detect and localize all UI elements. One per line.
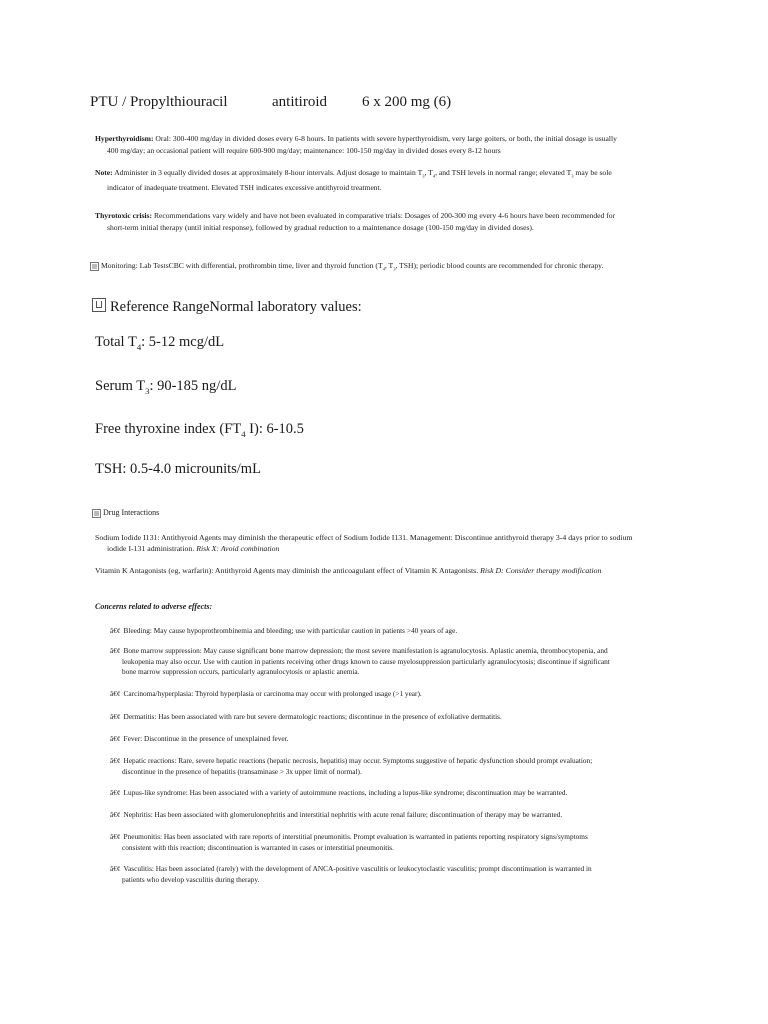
lab-value-free-thyroxine-index: Free thyroxine index ($FT_4$ I): 6-10.5 [95,421,304,439]
bullet-mark: â€¢ [110,734,121,743]
interaction-risk: Risk D: Consider therapy modification [480,566,602,575]
dosing-label: Hyperthyroidism: [95,134,154,143]
concern-item [110,712,680,723]
dosing-text: Recommendations vary widely and have not been evaluated in comparative trials: Dosages of 200-300 mg every 4-6 hours have been recommended for [153,211,616,220]
lab-value-serum-t3: Serum $T_3$: 90-185 ng/dL [95,378,237,396]
drug-dose: 6 x 200 mg (6) [362,94,452,110]
concern-text: Dermatitis: Has been associated with rare but severe dermatologic reactions; discontinue in the presence of exfoliative dermatitis. [123,712,502,721]
bullet-mark: â€¢ [110,810,121,819]
bullet-mark: â€¢ [110,689,121,698]
concern-item [110,626,680,637]
lab-value-tsh: TSH: 0.5-4.0 microunits/mL [95,461,261,477]
concern-item [110,646,680,678]
drug-interactions-heading [92,508,159,518]
bullet-mark: â€¢ [110,864,121,873]
bullet-mark: â€¢ [110,712,121,721]
drug-name: PTU / Propylthiouracil [90,94,228,110]
concern-text-cont: bone marrow suppression occurs, particularly agranulocytosis or aplastic anemia. [122,667,360,676]
dosing-text-cont: 400 mg/day; an occasional patient will require 600-900 mg/day; maintenance: 100-150 mg/day in divided doses every 8-12 hours [107,145,501,155]
dosing-label: Thyrotoxic crisis: [95,211,153,220]
concern-text: Bleeding: May cause hypoprothrombinemia and bleeding; use with particular caution in patients >40 years of age. [123,626,458,635]
concern-item [110,689,680,700]
concern-text: Nephritis: Has been associated with glomerulonephritis and interstitial nephritis with acute renal failure; discontinuation of therapy may be warranted. [123,810,563,819]
broken-image-icon [92,509,101,518]
dosing-thyrotoxic-crisis [95,210,675,233]
dosing-note [95,167,675,194]
dosing-label: Note: [95,168,113,177]
concern-text-cont: discontinue in the presence of hepatitis (transaminase > 3x upper limit of normal). [122,766,362,776]
concern-item [110,788,680,799]
concern-item [110,864,680,885]
interaction-sodium-iodide [95,532,675,554]
concern-item [110,756,680,777]
concern-text-cont: leukopenia may also occur. Use with caution in patients receiving other drugs known to cause myelosuppression particularly agranulocytosis; discontinue if significant [122,656,610,666]
bullet-mark: â€¢ [110,646,121,655]
dosing-text-cont: short-term initial therapy (until initial response), followed by gradual reduction to a maintenance dosage (100-150 mg/day in divided doses). [107,222,534,232]
lab-flask-icon [92,298,106,312]
concern-text-cont: patients who develop vasculitis during therapy. [122,874,260,884]
interaction-text-cont [95,543,675,554]
bullet-mark: â€¢ [110,756,121,765]
interaction-risk: Risk X: Avoid combination [196,544,280,553]
concern-text: Hepatic reactions: Rare, severe hepatic reactions (hepatic necrosis, hepatitis) may occur. Symptoms suggestive of hepatic dysfunction should prompt evaluation; [123,756,593,765]
concern-text: Pneumonitis: Has been associated with rare reports of interstitial pneumonitis. Prompt evaluation is warranted in patients reporting respiratory signs/symptoms [123,832,588,841]
concern-item [110,734,680,745]
drug-interactions-title: Drug Interactions [103,508,160,517]
reference-range-title: Reference RangeNormal laboratory values: [110,299,362,315]
concern-item [110,810,680,821]
broken-image-icon [90,262,99,271]
interaction-text: Vitamin K Antagonists (eg, warfarin): Antithyroid Agents may diminish the anticoagulant effect of Vitamin K Antagonists. [95,566,479,575]
monitoring-text: Monitoring: Lab TestsCBC with differential, prothrombin time, liver and thyroid function ($T_4$, $T_3$, TSH); periodic blood counts are recommended for chronic therapy. [101,261,604,272]
bullet-mark: â€¢ [110,788,121,797]
interaction-vitamin-k [95,565,675,576]
concern-text: Carcinoma/hyperplasia: Thyroid hyperplasia or carcinoma may occur with prolonged usage (>1 year). [123,689,422,698]
concern-text: Bone marrow suppression: May cause significant bone marrow depression; the most severe manifestation is agranulocytosis. Aplastic anemia, thrombocytopenia, and [123,646,608,655]
dosing-text: Oral: 300-400 mg/day in divided doses every 6-8 hours. In patients with severe hyperthyroidism, very large goiters, or both, the initial dosage is usually [155,134,617,143]
reference-range-heading [92,298,362,316]
concern-text: Lupus-like syndrome: Has been associated with a variety of autoimmune reactions, including a lupus-like syndrome; discontinuation may be warranted. [123,788,568,797]
concern-text: Vasculitis: Has been associated (rarely) with the development of ANCA-positive vasculitis or leukocytoclastic vasculitis; prompt discontinuation is warranted in [123,864,592,873]
dosing-text: Administer in 3 equally divided doses at approximately 8-hour intervals. Adjust dosage to maintain $T_3$, $T_4$, and TSH levels in normal range; elevated $T_3$ may be sole [114,168,612,179]
lab-value-total-t4: Total $T_4$: 5-12 mcg/dL [95,334,225,352]
interaction-text-line2: iodide I-131 administration. [107,544,195,553]
bullet-mark: â€¢ [110,626,121,635]
concern-item [110,832,680,853]
concern-text-cont: consistent with this reaction; discontinuation is warranted in cases or interstitial pneumonitis. [122,842,394,852]
drug-class: antitiroid [272,94,327,110]
concern-text: Fever: Discontinue in the presence of unexplained fever. [123,734,289,743]
concerns-heading: Concerns related to adverse effects: [95,602,213,611]
bullet-mark: â€¢ [110,832,121,841]
dosing-hyperthyroidism [95,133,675,156]
dosing-text-cont: indicator of inadequate treatment. Elevated TSH indicates excessive antithyroid treatment. [107,183,382,193]
interaction-text: Sodium Iodide I131: Antithyroid Agents may diminish the therapeutic effect of Sodium Iodide I131. Management: Discontinue antithyroid therapy 3-4 days prior to sodium [95,533,633,542]
monitoring-section [90,260,690,275]
